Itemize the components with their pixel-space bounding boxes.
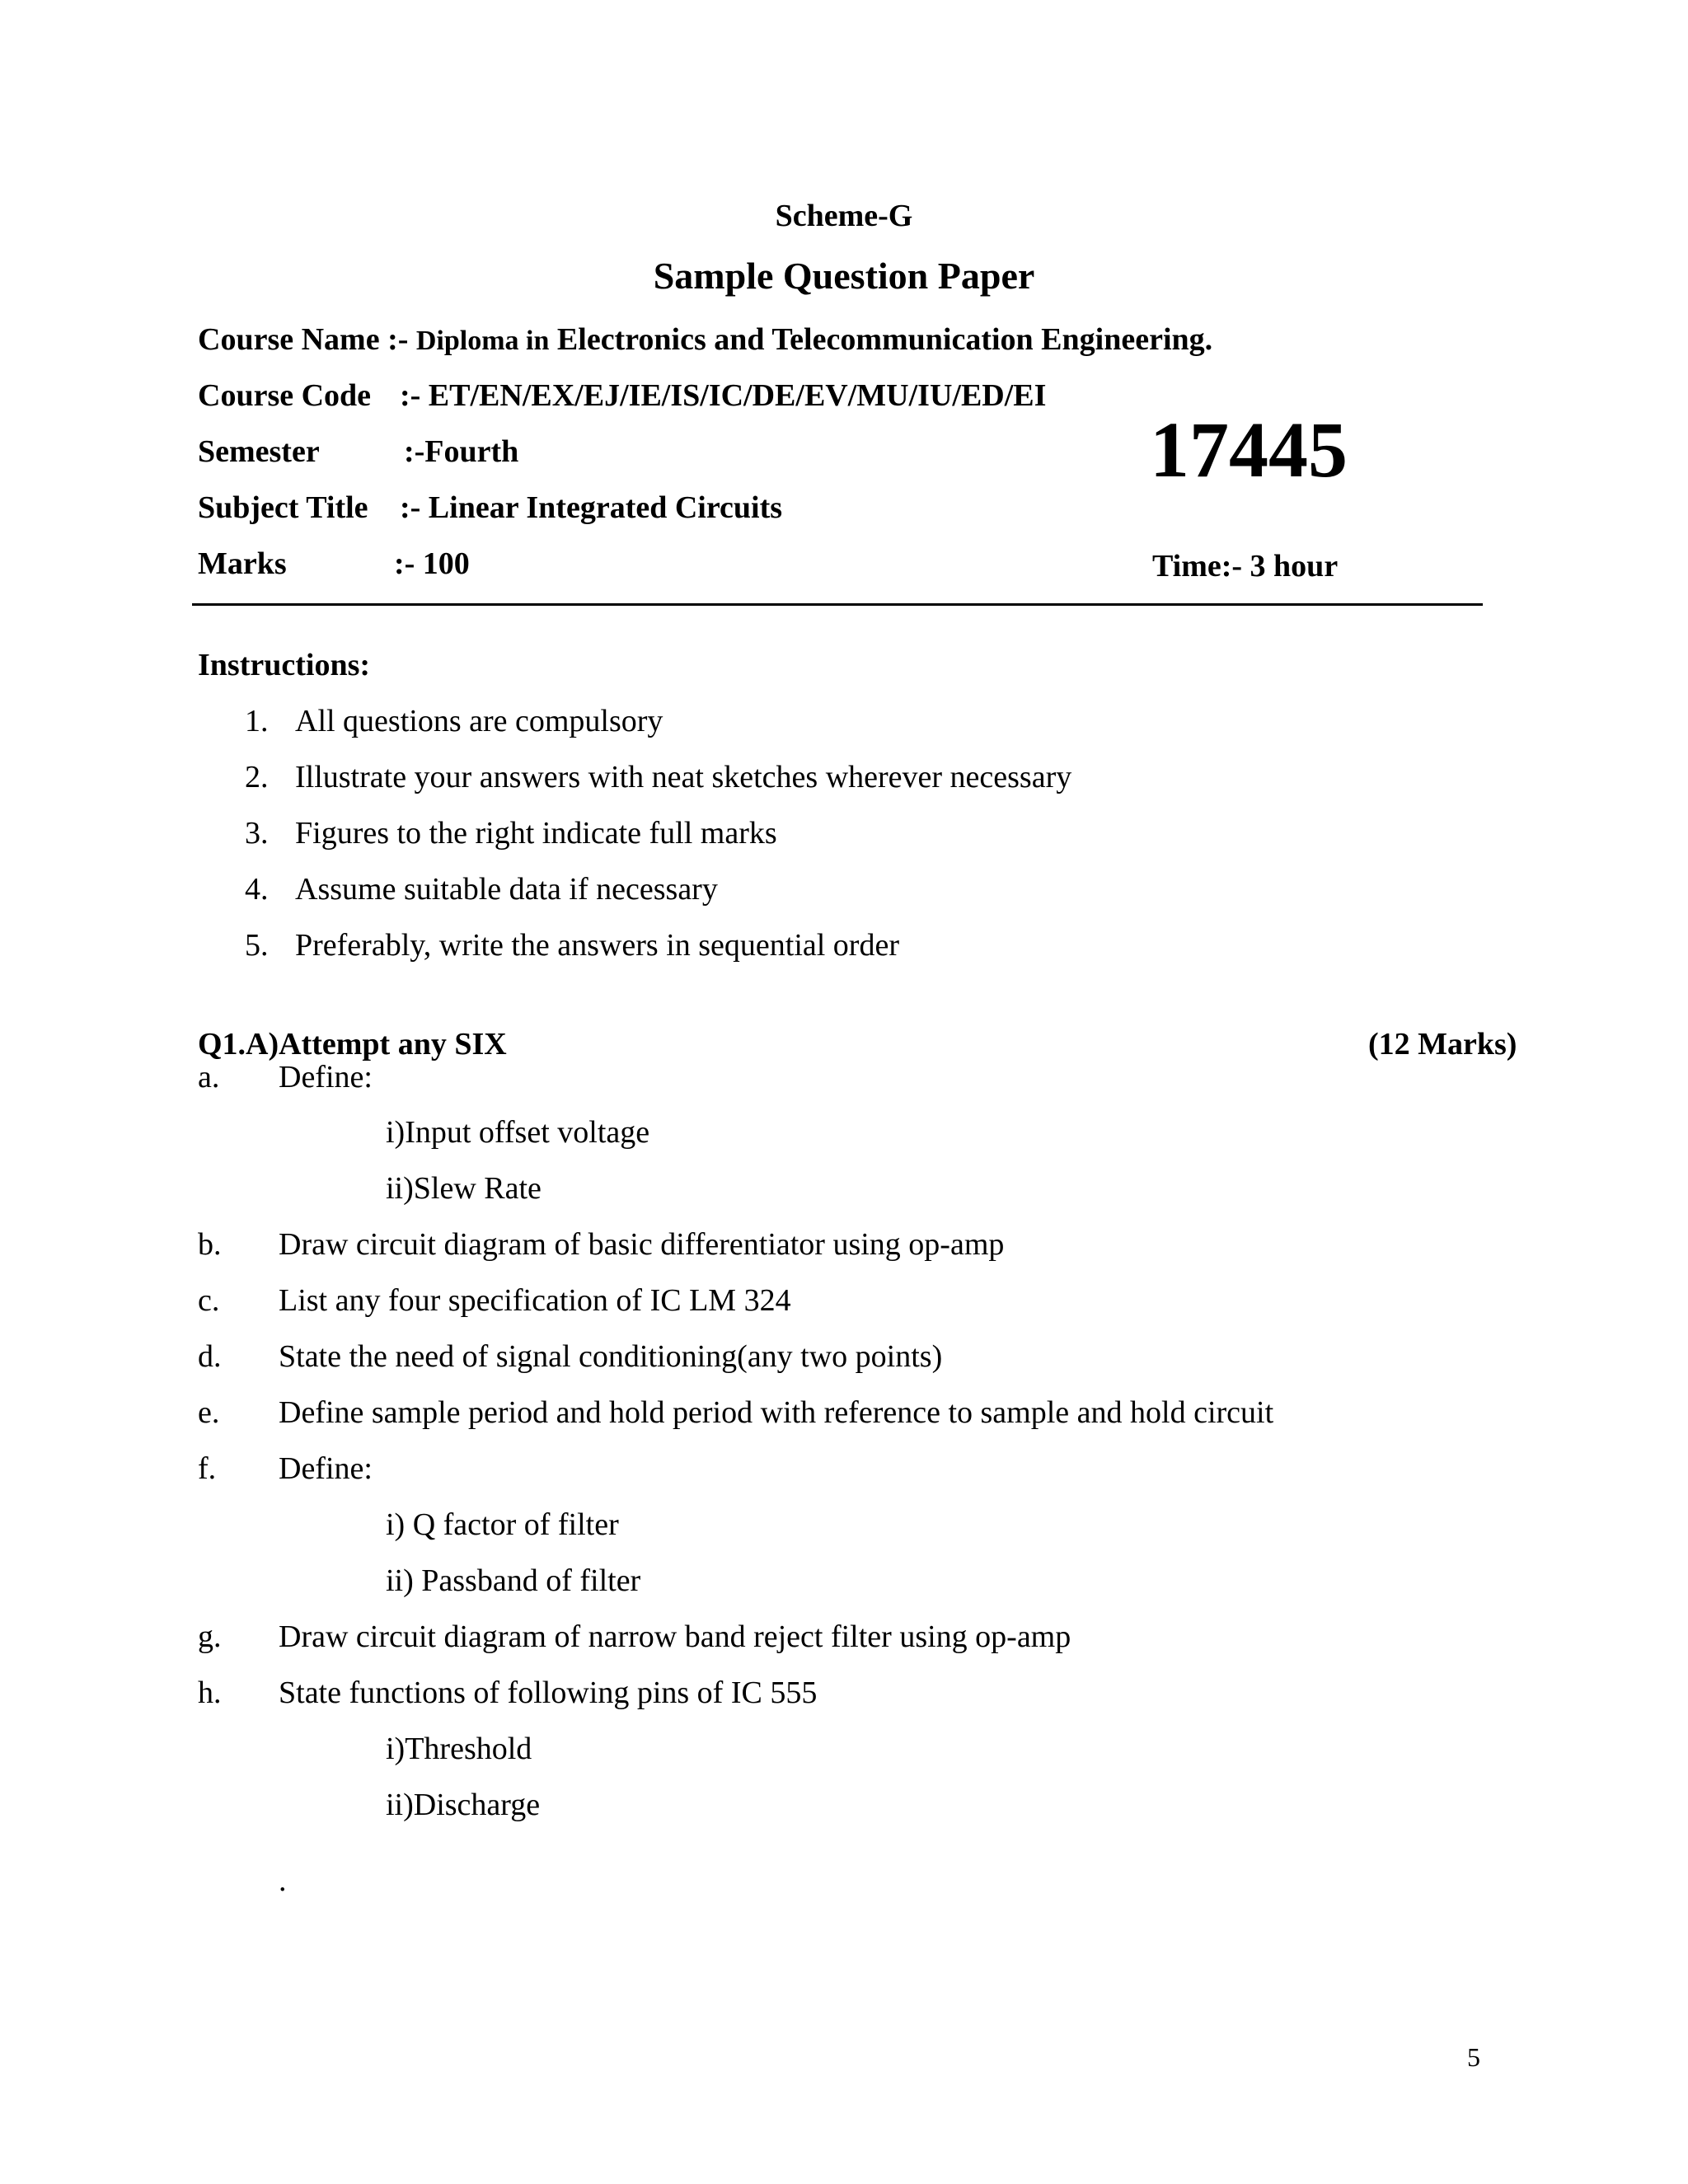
scheme-label: Scheme-G: [775, 199, 913, 233]
semester-value: :-Fourth: [404, 434, 519, 469]
course-name-prefix: Diploma in: [415, 326, 550, 356]
question-sub-item: ii)Slew Rate: [386, 1171, 542, 1206]
course-name-value: Electronics and Telecommunication Engineering.: [556, 322, 1213, 357]
question-text: List any four specification of IC LM 324: [279, 1283, 791, 1318]
question-letter: a.: [198, 1060, 220, 1094]
instructions-heading: Instructions:: [198, 648, 371, 682]
instruction-text: Assume suitable data if necessary: [295, 872, 718, 907]
course-name-row: [198, 321, 1212, 358]
instruction-text: Figures to the right indicate full marks: [295, 816, 777, 851]
question-sub-item: ii)Discharge: [386, 1788, 541, 1822]
question-letter: g.: [198, 1619, 222, 1654]
instruction-text: Preferably, write the answers in sequential order: [295, 928, 899, 963]
instruction-number: 5.: [245, 928, 269, 963]
instruction-number: 1.: [245, 704, 269, 738]
question-heading: Q1.A)Attempt any SIX: [198, 1027, 507, 1062]
subject-title-value: :- Linear Integrated Circuits: [400, 490, 783, 525]
question-sub-item: i)Threshold: [386, 1732, 532, 1766]
instruction-number: 2.: [245, 760, 269, 794]
instruction-number: 4.: [245, 872, 269, 907]
question-sub-item: ii) Passband of filter: [386, 1563, 641, 1598]
question-letter: b.: [198, 1227, 222, 1262]
header-divider: [192, 603, 1483, 606]
paper-code: 17445: [1150, 405, 1348, 494]
question-letter: d.: [198, 1339, 222, 1374]
question-text: State functions of following pins of IC 555: [279, 1675, 818, 1710]
subject-title-label: Subject Title: [198, 490, 368, 525]
question-text: Draw circuit diagram of basic differentiator using op-amp: [279, 1227, 1005, 1262]
question-sub-item: i)Input offset voltage: [386, 1115, 650, 1150]
marks-value: :- 100: [394, 546, 470, 581]
page-title: Sample Question Paper: [653, 255, 1035, 297]
question-text: Define sample period and hold period with reference to sample and hold circuit: [279, 1395, 1274, 1430]
question-marks: (12 Marks): [1368, 1027, 1517, 1062]
question-text: Define:: [279, 1060, 373, 1094]
course-code-value: :- ET/EN/EX/EJ/IE/IS/IC/DE/EV/MU/IU/ED/EI: [400, 378, 1047, 413]
question-sub-item: i) Q factor of filter: [386, 1507, 619, 1542]
course-name-label: Course Name: [198, 322, 380, 357]
question-letter: c.: [198, 1283, 220, 1318]
instruction-text: All questions are compulsory: [295, 704, 663, 738]
question-letter: f.: [198, 1451, 217, 1486]
question-text: Draw circuit diagram of narrow band reject filter using op-amp: [279, 1619, 1071, 1654]
marks-label: Marks: [198, 546, 287, 581]
instruction-number: 3.: [245, 816, 269, 851]
time-value: Time:- 3 hour: [1152, 549, 1339, 583]
trailing-dot: .: [279, 1863, 287, 1898]
page-number: 5: [1467, 2042, 1480, 2072]
instruction-text: Illustrate your answers with neat sketches wherever necessary: [295, 760, 1072, 794]
question-text: Define:: [279, 1451, 373, 1486]
semester-label: Semester: [198, 434, 320, 469]
question-letter: e.: [198, 1395, 220, 1430]
question-text: State the need of signal conditioning(any two points): [279, 1339, 943, 1374]
course-name-sep: :-: [387, 322, 409, 357]
course-code-label: Course Code: [198, 378, 372, 413]
question-letter: h.: [198, 1675, 222, 1710]
